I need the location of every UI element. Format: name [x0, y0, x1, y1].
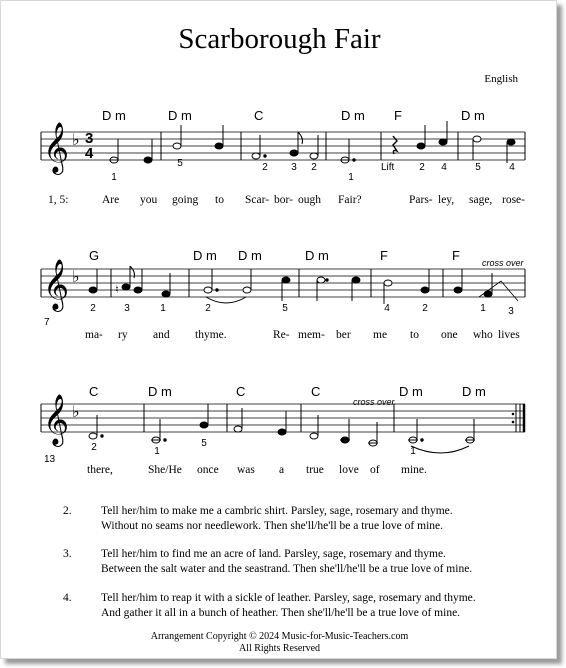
- lyric-syllable: Fair?: [338, 194, 362, 206]
- lyric-syllable: love: [339, 464, 359, 476]
- fingering-number: 2: [422, 303, 428, 314]
- verse-line: Without no seams nor needlework. Then she'll/he'll be a true love of mine.: [101, 520, 443, 532]
- lyric-syllable: lives: [498, 329, 520, 341]
- fingering-number: 1: [410, 446, 416, 457]
- fingering-number: 2: [262, 162, 268, 173]
- fingering-number: 3: [291, 162, 297, 173]
- lyric-syllable: Scar-: [245, 194, 270, 206]
- lyric-syllable: of: [370, 464, 380, 476]
- fingering-row: [91, 438, 416, 457]
- cross-over-marking: cross over: [353, 397, 395, 407]
- lyric-syllable: mine.: [401, 464, 427, 476]
- chord-symbol: D m: [461, 108, 485, 123]
- chord-symbol: C: [236, 384, 246, 399]
- lyric-syllable: She/He: [148, 464, 182, 476]
- flat-key-signature-icon: ♭: [72, 269, 80, 286]
- verse-line: And gather it all in a bunch of heather. Then she'll/he'll be a true love of mine.: [101, 607, 461, 619]
- chord-symbol: D m: [238, 248, 262, 263]
- measure-number: 13: [44, 454, 56, 465]
- chord-symbol: D m: [193, 248, 217, 263]
- staff-system-3: [1, 376, 558, 466]
- verse-number: 2.: [63, 505, 72, 517]
- chord-row: [102, 108, 485, 123]
- flat-key-signature-icon: ♭: [72, 404, 80, 421]
- chord-symbol: D m: [462, 384, 486, 399]
- language-label: English: [484, 73, 518, 85]
- chord-symbol: D m: [168, 108, 192, 123]
- chord-symbol: G: [89, 248, 100, 263]
- fingering-number: 2: [205, 303, 211, 314]
- fingering-number: 2: [91, 442, 97, 453]
- lyric-syllable: 1, 5:: [48, 194, 69, 206]
- lyric-syllable: ber: [336, 329, 351, 341]
- fingering-number: 5: [177, 158, 183, 169]
- treble-clef-icon: 𝄞: [43, 123, 70, 172]
- time-signature-bottom: 4: [85, 145, 94, 162]
- lyric-syllable: me: [373, 329, 388, 341]
- chord-symbol: C: [254, 108, 264, 123]
- chord-symbol: C: [89, 384, 99, 399]
- staff-lines: [41, 404, 525, 432]
- copyright-line: Arrangement Copyright © 2024 Music-for-Music-Teachers.com: [150, 631, 409, 642]
- fingering-number: 5: [201, 438, 207, 449]
- lyric-syllable: who: [473, 329, 493, 341]
- lyric-syllable: and: [153, 329, 170, 341]
- rights-line: All Rights Reserved: [238, 643, 321, 654]
- staff-lines: [41, 269, 525, 297]
- measure-number: 7: [44, 317, 50, 328]
- fingering-number: 1: [480, 303, 486, 314]
- verse-line: Tell her/him to make me a cambric shirt. Parsley, sage, rosemary and thyme.: [101, 505, 453, 517]
- lyric-syllable: ma-: [85, 329, 103, 341]
- verse-line: Tell her/him to find me an acre of land. Parsley, sage, rosemary and thyme.: [101, 548, 446, 560]
- fingering-number: 1: [111, 172, 117, 183]
- fingering-number: 1: [348, 172, 354, 183]
- repeat-dot: [512, 421, 515, 424]
- verse-number: 4.: [63, 592, 72, 604]
- treble-clef-icon: 𝄞: [43, 260, 70, 309]
- chord-symbol: C: [311, 384, 321, 399]
- fingering-number: 4: [384, 303, 390, 314]
- repeat-dot: [512, 413, 515, 416]
- fingering-number: 2: [311, 162, 317, 173]
- fingering-number: 5: [475, 162, 481, 173]
- lyric-syllable: sage,: [469, 194, 493, 206]
- lyric-syllable: was: [237, 464, 255, 476]
- lyric-syllable: you: [140, 194, 158, 206]
- fingering-number: 1: [154, 446, 160, 457]
- fingering-number: 1: [160, 303, 166, 314]
- chord-symbol: D m: [399, 384, 423, 399]
- staff-system-1: [1, 96, 558, 196]
- fingering-number: 2: [90, 303, 96, 314]
- chord-symbol: F: [452, 248, 460, 263]
- chord-row: [89, 248, 460, 263]
- flat-key-signature-icon: ♭: [72, 132, 80, 149]
- lift-marking: Lift: [381, 162, 395, 173]
- cross-over-marking: cross over: [482, 258, 524, 268]
- fingering-number: 5: [282, 303, 288, 314]
- fingering-row: [111, 158, 515, 183]
- verse-number: 3.: [63, 548, 72, 560]
- treble-clef-icon: 𝄞: [43, 395, 70, 444]
- lyric-syllable: Are: [102, 194, 120, 206]
- fingering-number: 3: [508, 306, 514, 317]
- fingering-row: [90, 303, 514, 317]
- lyric-syllable: to: [215, 194, 224, 206]
- chord-symbol: F: [394, 108, 402, 123]
- lyric-syllable: ough: [298, 194, 321, 206]
- lyric-syllable: to: [410, 329, 419, 341]
- notes: [109, 121, 515, 163]
- lyric-syllable: ry: [118, 329, 128, 341]
- time-signature-top: 3: [85, 130, 94, 147]
- song-title: Scarborough Fair: [178, 23, 381, 55]
- chord-symbol: D m: [148, 384, 172, 399]
- lyric-syllable: mem-: [298, 329, 325, 341]
- staff-lines: [41, 132, 525, 160]
- lyric-syllable: Pars-: [409, 194, 433, 206]
- chord-symbol: F: [380, 248, 388, 263]
- lyric-syllable: Re-: [273, 329, 290, 341]
- tie: [206, 297, 246, 303]
- lyric-syllable: a: [279, 464, 285, 476]
- chord-symbol: D m: [305, 248, 329, 263]
- tie: [411, 446, 469, 453]
- cross-over-line: [479, 281, 518, 301]
- fingering-number: 4: [441, 162, 447, 173]
- chord-row: [89, 384, 486, 399]
- lyric-syllable: there,: [87, 464, 113, 476]
- chord-symbol: D m: [102, 108, 126, 123]
- fingering-number: 2: [419, 162, 425, 173]
- verse-line: Between the salt water and the seastrand. Then she'll/he'll be a true love of mine.: [101, 563, 473, 575]
- lyric-syllable: one: [441, 329, 458, 341]
- svg-text:♮: ♮: [115, 284, 119, 296]
- lyric-syllable: bor-: [274, 194, 293, 206]
- notes: [89, 266, 518, 304]
- verse-line: Tell her/him to reap it with a sickle of leather. Parsley, sage, rosemary and thyme.: [101, 592, 476, 604]
- staff-system-2: [1, 241, 558, 331]
- lyric-syllable: true: [306, 464, 324, 476]
- fingering-number: 3: [124, 303, 130, 314]
- chord-symbol: D m: [341, 108, 365, 123]
- fingering-number: 4: [509, 162, 515, 173]
- lyric-syllable: rose-: [502, 194, 525, 206]
- lyric-syllable: going: [172, 194, 199, 206]
- lyric-syllable: thyme.: [195, 329, 227, 341]
- lyric-syllable: ley,: [438, 194, 455, 206]
- lyric-syllable: once: [197, 464, 219, 476]
